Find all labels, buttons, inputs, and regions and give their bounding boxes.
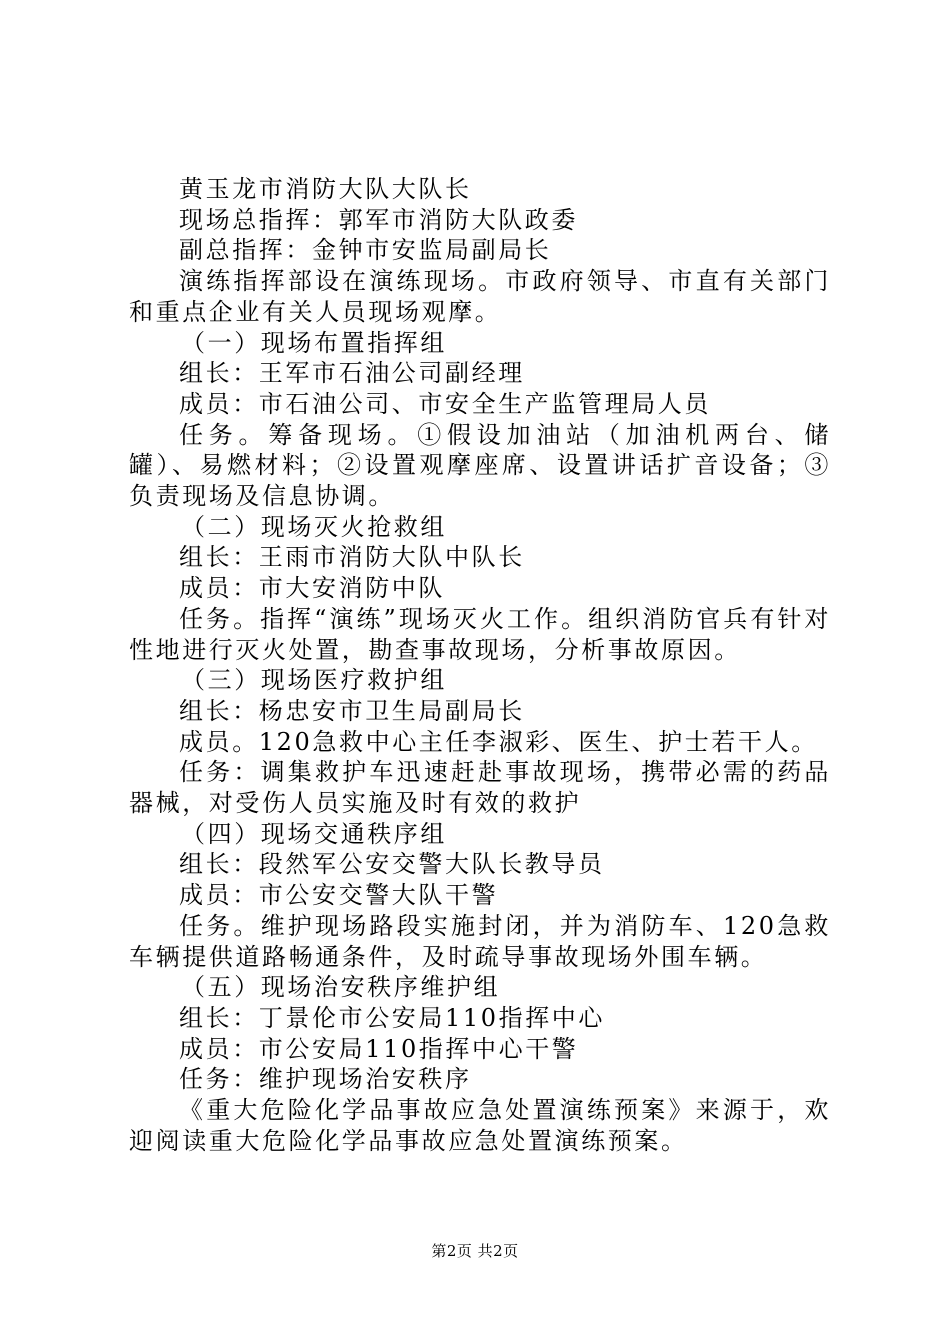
paragraph-group-members: 成员。120急救中心主任李淑彩、医生、护士若干人。: [179, 727, 818, 756]
section-heading-public-security: （五）现场治安秩序维护组: [181, 973, 501, 1002]
paragraph-deputy-commander: 副总指挥：金钟市安监局副局长: [179, 236, 552, 265]
paragraph-group-leader: 组长：王雨市消防大队中队长: [179, 543, 525, 572]
paragraph-group-tasks: 任务。维护现场路段实施封闭，并为消防车、120急救车辆提供道路畅通条件，及时疏导事故现场外围车辆。: [129, 911, 831, 971]
paragraph-group-members: 成员：市石油公司、市安全生产监管理局人员: [179, 389, 711, 418]
paragraph-chief-commander: 现场总指挥：郭军市消防大队政委: [179, 205, 578, 234]
document-body: [129, 174, 831, 1157]
paragraph-group-tasks: 任务：维护现场治安秩序: [179, 1065, 472, 1094]
paragraph-leader: 黄玉龙市消防大队大队长: [179, 175, 472, 203]
paragraph-group-leader: 组长：段然军公安交警大队长教导员: [179, 850, 605, 879]
section-heading-medical: （三）现场医疗救护组: [181, 666, 447, 695]
page-footer: 第2页 共2页: [431, 1242, 519, 1260]
section-heading-traffic: （四）现场交通秩序组: [181, 819, 447, 848]
section-heading-site-setup: （一）现场布置指挥组: [181, 328, 447, 357]
paragraph-group-leader: 组长：王军市石油公司副经理: [179, 359, 525, 388]
section-heading-firefighting: （二）现场灭火抢救组: [181, 512, 447, 541]
paragraph-group-leader: 组长：杨忠安市卫生局副局长: [179, 696, 525, 725]
paragraph-group-members: 成员：市公安交警大队干警: [179, 881, 499, 910]
paragraph-group-members: 成员：市大安消防中队: [179, 574, 445, 603]
paragraph-group-tasks: 任务：调集救护车迅速赶赴事故现场，携带必需的药品器械，对受伤人员实施及时有效的救护: [129, 758, 831, 818]
paragraph-group-tasks: 任务。指挥“演练”现场灭火工作。组织消防官兵有针对性地进行灭火处置，勘查事故现场，分析事故原因。: [129, 604, 831, 664]
paragraph-group-members: 成员：市公安局110指挥中心干警: [179, 1034, 579, 1063]
paragraph-headquarters: 演练指挥部设在演练现场。市政府领导、市直有关部门和重点企业有关人员现场观摩。: [129, 267, 831, 326]
paragraph-group-tasks: 任务。筹备现场。①假设加油站（加油机两台、储罐）、易燃材料；②设置观摩座席、设置讲话扩音设备；③负责现场及信息协调。: [129, 420, 831, 511]
paragraph-source-note: 《重大危险化学品事故应急处置演练预案》来源于，欢迎阅读重大危险化学品事故应急处置演练预案。: [129, 1096, 831, 1155]
paragraph-group-leader: 组长：丁景伦市公安局110指挥中心: [179, 1003, 606, 1032]
